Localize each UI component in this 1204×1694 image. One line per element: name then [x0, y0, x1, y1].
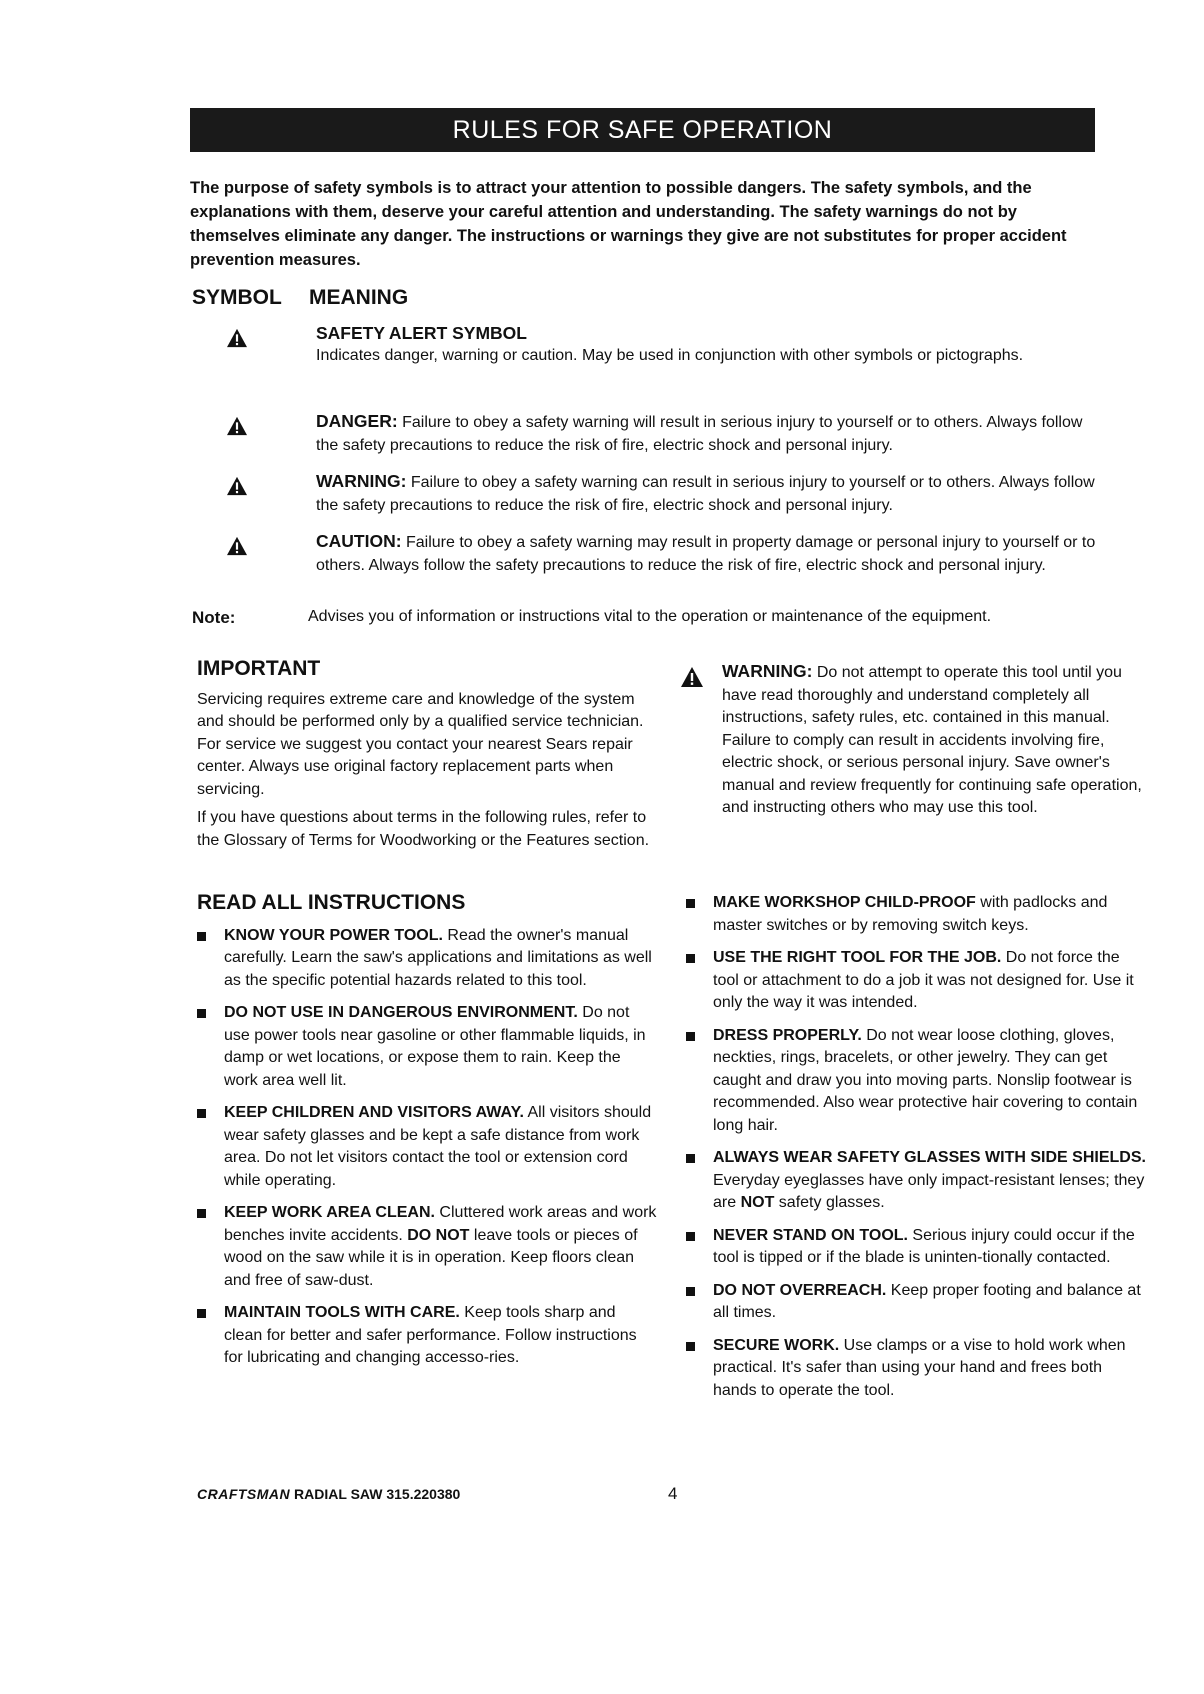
item-text: leave tools or pieces of wood on the saw while it is in operation. Keep floors clean and free of saw-dust. [224, 1226, 638, 1289]
list-item [197, 1302, 657, 1370]
bullet-icon [197, 1209, 206, 1218]
bullet-icon [686, 954, 695, 963]
important-paragraph-2: If you have questions about terms in the following rules, refer to the Glossary of Terms for Woodworking or the Features section. [197, 809, 650, 849]
warning-box [680, 660, 1150, 820]
item-heading: MAINTAIN TOOLS WITH CARE. [224, 1304, 460, 1321]
brand-logo: CRAFTSMAN [197, 1486, 291, 1502]
item-text: Do not wear loose clothing, gloves, neckties, rings, bracelets, or other jewelry. They can get caught and draw you into moving parts. Nonslip footwear is recommended. Also wear protective hair covering to contain long hair. [713, 1026, 1138, 1134]
symbol-label: SAFETY ALERT SYMBOL [316, 323, 527, 343]
symbol-description: Failure to obey a safety warning will result in serious injury to yourself or to others. Always follow the safety precautions to reduce the risk of fire, electric shock and personal injury. [316, 414, 1083, 454]
bullet-icon [686, 1154, 695, 1163]
item-heading: KNOW YOUR POWER TOOL. [224, 926, 443, 944]
footer-model: RADIAL SAW 315.220380 [294, 1486, 461, 1502]
item-text: Do not use power tools near gasoline or other flammable liquids, in damp or wet locations, or expose them to rain. Keep the work area well lit. [224, 1004, 646, 1089]
item-heading: KEEP WORK AREA CLEAN. [224, 1204, 435, 1221]
item-heading: DRESS PROPERLY. [713, 1026, 862, 1044]
item-text: Use clamps or a vise to hold work when practical. It's safer than using your hand and frees both hands to operate the tool. [713, 1336, 1126, 1399]
item-text: Cluttered work areas and work benches invite accidents. [224, 1204, 657, 1244]
item-heading: DO NOT OVERREACH. [713, 1281, 887, 1299]
item-emphasis: DO NOT [407, 1226, 470, 1244]
symbol-description: Indicates danger, warning or caution. May be used in conjunction with other symbols or pictographs. [316, 346, 1024, 364]
important-section [197, 658, 657, 852]
bullet-icon [686, 1342, 695, 1351]
list-item [197, 1002, 657, 1092]
note-label: Note: [192, 608, 236, 627]
meaning-column-header: MEANING [309, 286, 409, 309]
caution-alert-icon [226, 536, 248, 556]
read-all-title: READ ALL INSTRUCTIONS [197, 891, 466, 914]
bullet-icon [197, 1309, 206, 1318]
warning-label: WARNING: [722, 661, 813, 681]
footer [197, 1486, 460, 1502]
item-text: Keep proper footing and balance at all times. [713, 1281, 1141, 1321]
list-item [686, 947, 1146, 1015]
item-emphasis: NOT [740, 1194, 775, 1211]
page-number: 4 [668, 1484, 678, 1503]
item-heading: KEEP CHILDREN AND VISITORS AWAY. [224, 1104, 524, 1121]
item-text: Keep tools sharp and clean for better and safer performance. Follow instructions for lubricating and changing accesso-ries. [224, 1304, 637, 1366]
bullet-icon [686, 1287, 695, 1296]
item-text: with padlocks and master switches or by removing switch keys. [713, 894, 1108, 934]
symbol-column-header: SYMBOL [192, 286, 282, 309]
item-heading: ALWAYS WEAR SAFETY GLASSES WITH SIDE SHIELDS. [713, 1149, 1146, 1166]
list-item [686, 1225, 1146, 1270]
intro-paragraph: The purpose of safety symbols is to attract your attention to possible dangers. The safety symbols, and the explanations with them, deserve your careful attention and understanding. The safety warnings do not by themselves eliminate any danger. The instructions or warnings they give are not substitutes for proper accident prevention measures. [190, 179, 1067, 269]
list-item [197, 1202, 657, 1292]
item-text: safety glasses. [774, 1194, 885, 1211]
symbol-description: Failure to obey a safety warning may result in property damage or personal injury to yourself or to others. Always follow the safety precautions to reduce the risk of fire, electric shock and personal injury. [316, 534, 1096, 574]
item-heading: USE THE RIGHT TOOL FOR THE JOB. [713, 949, 1002, 966]
read-all-left-column [197, 892, 657, 1380]
important-paragraph-1: Servicing requires extreme care and knowledge of the system and should be performed only by a qualified service technician. For service we suggest you contact your nearest Sears repair center. Always use original factory replacement parts when servicing. [197, 690, 644, 798]
bullet-icon [197, 1109, 206, 1118]
list-item [197, 1102, 657, 1192]
note-text: Advises you of information or instructions vital to the operation or maintenance of the equipment. [308, 608, 992, 625]
list-item [686, 1280, 1146, 1325]
warning-alert-icon [680, 666, 704, 688]
bullet-icon [686, 1032, 695, 1041]
item-heading: SECURE WORK. [713, 1336, 840, 1354]
list-item [686, 1335, 1146, 1403]
item-heading: NEVER STAND ON TOOL. [713, 1226, 908, 1244]
list-item [686, 1147, 1146, 1215]
bullet-icon [686, 899, 695, 908]
symbol-description: Failure to obey a safety warning can result in serious injury to yourself or to others. Always follow the safety precautions to reduce the risk of fire, electric shock and personal injury. [316, 474, 1095, 514]
safety-alert-icon [226, 328, 248, 348]
list-item [686, 1025, 1146, 1138]
item-heading: MAKE WORKSHOP CHILD-PROOF [713, 894, 976, 911]
symbol-table-header [192, 286, 409, 310]
symbol-label: CAUTION: [316, 531, 402, 551]
read-all-right-column [686, 892, 1146, 1412]
item-text: All visitors should wear safety glasses and be kept a safe distance from work area. Do not let visitors contact the tool or extension cord while operating. [224, 1104, 652, 1189]
warning-alert-icon [226, 476, 248, 496]
item-text: Read the owner's manual carefully. Learn the saw's applications and limitations as well as the specific potential hazards related to this tool. [224, 926, 652, 989]
danger-alert-icon [226, 416, 248, 436]
item-text: Everyday eyeglasses have only impact-resistant lenses; they are [713, 1171, 1145, 1211]
symbol-label: DANGER: [316, 411, 398, 431]
bullet-icon [197, 1009, 206, 1018]
bullet-icon [197, 932, 206, 941]
important-title: IMPORTANT [197, 657, 321, 680]
list-item [197, 925, 657, 993]
warning-text: Do not attempt to operate this tool until you have read thoroughly and understand completely all instructions, safety rules, etc. contained in this manual. Failure to comply can result in accidents involving fire, electric shock, or serious personal injury. Save owner's manual and review frequently for continuing safe operation, and instructing others who may use this tool. [722, 664, 1142, 816]
bullet-icon [686, 1232, 695, 1241]
list-item [686, 892, 1146, 937]
symbol-label: WARNING: [316, 471, 407, 491]
section-banner: RULES FOR SAFE OPERATION [190, 108, 1095, 152]
item-text: Do not force the tool or attachment to do a job it was not designed for. Use it only the way it was intended. [713, 949, 1134, 1011]
item-heading: DO NOT USE IN DANGEROUS ENVIRONMENT. [224, 1004, 578, 1021]
item-text: Serious injury could occur if the tool is tipped or if the blade is uninten-tionally contacted. [713, 1226, 1135, 1266]
